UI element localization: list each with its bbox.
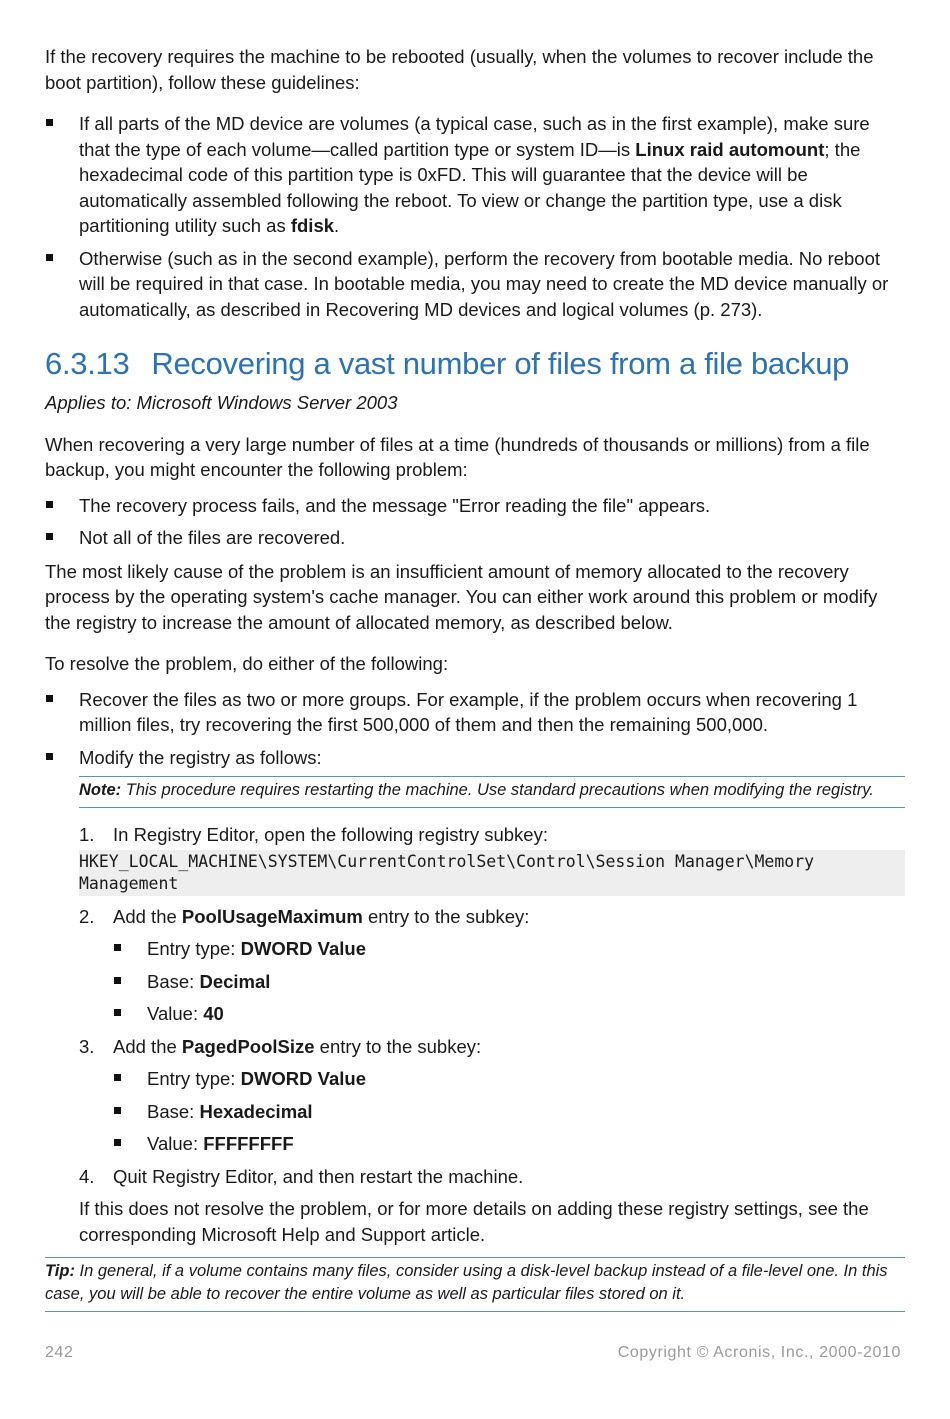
problem-list [45,493,905,551]
step-number: 1. [79,824,95,845]
resolution-options-list [45,687,905,771]
page-number: 242 [45,1344,74,1361]
utility-name: fdisk [290,215,335,236]
partition-type-name: Linux raid automount [635,138,825,160]
step-number: 3. [79,1035,95,1057]
copyright-notice: Copyright © Acronis, Inc., 2000-2010 [617,1344,901,1361]
registry-key-code: HKEY_LOCAL_MACHINE\SYSTEM\CurrentControlSet\Control\Session Manager\Memory Management [79,850,905,896]
entry-settings-list [113,936,905,1027]
note-text: This procedure requires restarting the machine. Use standard precautions when modifying the registry. [121,781,874,799]
list-item: Modify the registry as follows: [45,745,905,771]
section-heading [45,344,905,384]
document-page [45,44,905,1312]
list-item: Entry type: DWORD Value [113,936,905,962]
cause-paragraph: The most likely cause of the problem is an insufficient amount of memory allocated to the recovery process by the operating system's cache manager. You can either work around this problem or modify the registry to increase the amount of allocated memory, as described below. [45,560,878,633]
problem-intro: When recovering a very large number of files at a time (hundreds of thousands or millions) from a file backup, you might encounter the following problem: [45,433,870,480]
step-item: 1. In Registry Editor, open the following registry subkey: HKEY_LOCAL_MACHINE\SYSTEM\CurrentControlSet\Control\Session Manager\Memory Management [79,822,905,896]
step-item: 4. Quit Registry Editor, and then restart the machine. [79,1164,905,1190]
reboot-guidelines-list [45,111,905,322]
entry-name: PagedPoolSize [181,1035,315,1057]
applies-to: Applies to: Microsoft Windows Server 2003 [45,392,398,413]
list-item: Value: FFFFFFFF [113,1131,905,1157]
list-item: If all parts of the MD device are volumes (a typical case, such as in the first example), make sure that the type of each volume—called partition type or system ID—is Linux raid automount; the hexadecimal code of this partition type is 0xFD. This will guarantee that the device will be automatically assembled following the reboot. To view or change the partition type, use a disk partitioning utility such as fdisk. [45,111,905,239]
section-number: 6.3.13 [45,346,130,381]
step-number: 4. [79,1165,95,1187]
note-label: Note: [79,781,122,799]
list-item: Recover the files as two or more groups. For example, if the problem occurs when recovering 1 million files, try recovering the first 500,000 of them and then the remaining 500,000. [45,687,905,738]
list-item: Entry type: DWORD Value [113,1066,905,1092]
registry-steps [79,822,905,1189]
intro-paragraph: If the recovery requires the machine to be rebooted (usually, when the volumes to recover include the boot partition), follow these guidelines: [45,46,874,93]
resolve-paragraph: To resolve the problem, do either of the following: [45,653,449,674]
list-item: Otherwise (such as in the second example), perform the recovery from bootable media. No reboot will be required in that case. In bootable media, you may need to create the MD device manually or automatically, as described in Recovering MD devices and logical volumes (p. 273). [45,246,905,323]
list-item: Base: Hexadecimal [113,1099,905,1125]
step-number: 2. [79,905,95,927]
tip-box [45,1257,905,1312]
list-item: Not all of the files are recovered. [45,525,905,551]
followup-paragraph: If this does not resolve the problem, or for more details on adding these registry settings, see the corresponding Microsoft Help and Support article. [79,1198,869,1245]
note-box [79,776,905,808]
list-item: Value: 40 [113,1001,905,1027]
page-footer [45,1340,901,1364]
list-item: Base: Decimal [113,969,905,995]
list-item: The recovery process fails, and the message "Error reading the file" appears. [45,493,905,519]
tip-label: Tip: [45,1262,75,1280]
step-item: 3. Add the PagedPoolSize entry to the subkey: [79,1034,905,1060]
tip-text: In general, if a volume contains many files, consider using a disk-level backup instead of a file-level one. In this case, you will be able to recover the entire volume as well as particular files stored on it. [45,1262,888,1303]
section-title: Recovering a vast number of files from a file backup [151,346,850,381]
step-item: 2. Add the PoolUsageMaximum entry to the subkey: [79,904,905,930]
entry-settings-list [113,1066,905,1157]
entry-name: PoolUsageMaximum [181,905,363,927]
